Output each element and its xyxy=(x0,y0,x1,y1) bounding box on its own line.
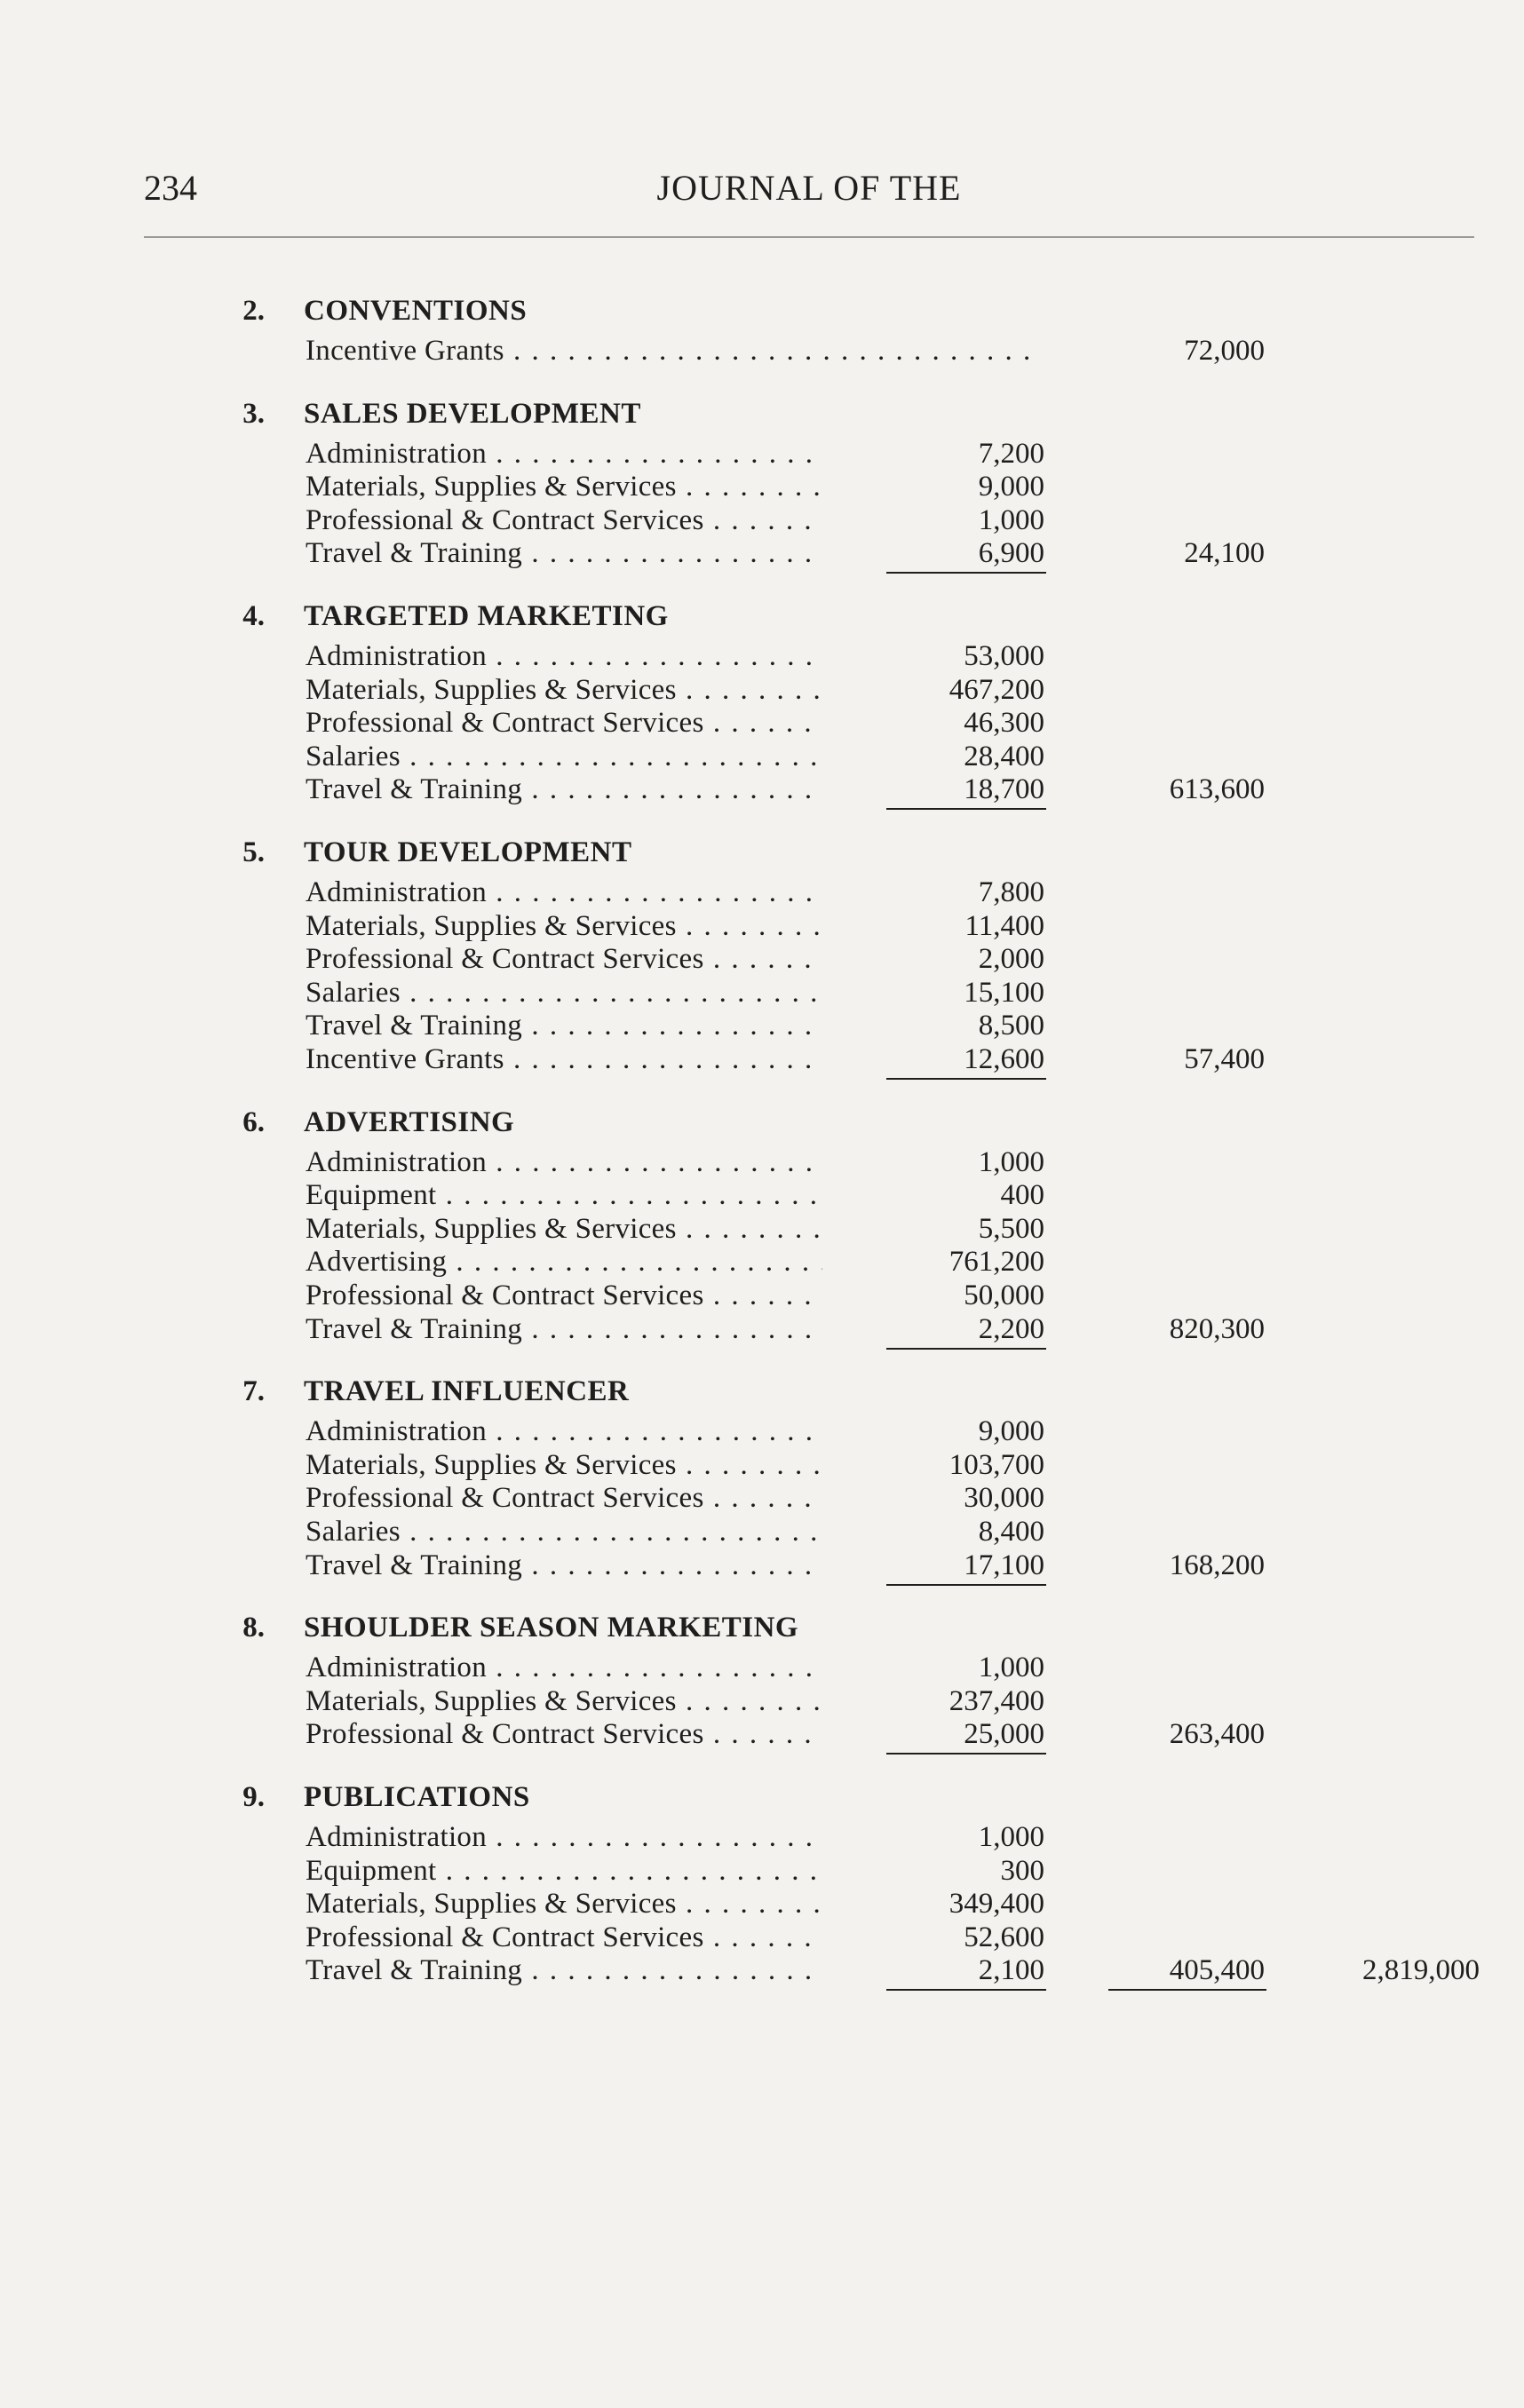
line-item-label: Administration . . . xyxy=(306,437,822,471)
line-item-label: Materials, Supplies & Services . . . xyxy=(306,1448,822,1482)
line-item xyxy=(0,639,1524,673)
line-item-label: Professional & Contract Services . . . xyxy=(306,1279,822,1312)
line-item-label: Travel & Training . . . xyxy=(306,1549,822,1582)
line-item-label: Travel & Training . . . xyxy=(306,772,822,806)
line-item xyxy=(0,1820,1524,1854)
item-underline xyxy=(886,572,1046,574)
line-item-amount: 50,000 xyxy=(964,1279,1044,1311)
line-item-amount: 53,000 xyxy=(964,640,1044,672)
line-item-label: Administration . . . xyxy=(306,1651,822,1684)
section-number: 7. xyxy=(242,1375,265,1408)
section-heading xyxy=(0,1610,1524,1645)
line-item-label: Administration . . . xyxy=(306,639,822,673)
line-item xyxy=(0,1953,1524,1987)
line-item-label: Salaries . . . xyxy=(306,976,822,1010)
section-subtotal: 72,000 xyxy=(1184,335,1265,367)
line-item xyxy=(0,1887,1524,1921)
section-number: 3. xyxy=(242,397,265,430)
line-item xyxy=(0,536,1524,570)
line-item xyxy=(0,1549,1524,1582)
section-heading xyxy=(0,1779,1524,1815)
line-item-label: Equipment . . . xyxy=(306,1178,822,1212)
item-underline xyxy=(886,1753,1046,1755)
line-item-amount: 1,000 xyxy=(978,1652,1044,1684)
line-item-amount: 7,200 xyxy=(978,437,1044,470)
line-item-amount: 12,600 xyxy=(964,1043,1044,1075)
line-item-amount: 2,000 xyxy=(978,943,1044,976)
section-subtotal: 820,300 xyxy=(1169,1312,1265,1345)
section-heading xyxy=(0,1374,1524,1409)
line-item-label: Administration . . . xyxy=(306,1145,822,1179)
line-item-amount: 6,900 xyxy=(978,537,1044,570)
line-item xyxy=(0,1212,1524,1246)
line-item-label: Professional & Contract Services . . . xyxy=(306,1921,822,1954)
line-item-amount: 400 xyxy=(1000,1179,1044,1212)
line-item xyxy=(0,909,1524,943)
line-item-amount: 1,000 xyxy=(978,1145,1044,1178)
section-heading xyxy=(0,396,1524,432)
line-item-amount: 349,400 xyxy=(949,1888,1044,1921)
section-number: 8. xyxy=(242,1612,265,1644)
grand-total: 2,819,000 xyxy=(1362,1954,1480,1987)
line-item-amount: 17,100 xyxy=(964,1549,1044,1581)
line-item xyxy=(0,437,1524,471)
line-item xyxy=(0,772,1524,806)
section-heading xyxy=(0,598,1524,634)
section-title: TARGETED MARKETING xyxy=(304,600,669,632)
line-item-amount: 7,800 xyxy=(978,876,1044,908)
line-item-label: Materials, Supplies & Services . . . xyxy=(306,470,822,503)
section-subtotal: 613,600 xyxy=(1169,773,1265,806)
line-item xyxy=(0,1684,1524,1718)
line-item-amount: 52,600 xyxy=(964,1921,1044,1953)
line-item xyxy=(0,1279,1524,1312)
line-item-amount: 1,000 xyxy=(978,1821,1044,1853)
section-title: SHOULDER SEASON MARKETING xyxy=(304,1612,799,1644)
line-item xyxy=(0,1481,1524,1515)
subtotal-underline xyxy=(1108,1989,1266,1991)
line-item xyxy=(0,1854,1524,1888)
line-item xyxy=(0,1245,1524,1279)
section-subtotal: 405,400 xyxy=(1169,1954,1265,1987)
line-item-amount: 1,000 xyxy=(978,503,1044,536)
running-title: JOURNAL OF THE xyxy=(656,168,962,208)
line-item-label: Materials, Supplies & Services . . . xyxy=(306,1684,822,1718)
line-item xyxy=(0,942,1524,976)
item-underline xyxy=(886,808,1046,810)
line-item xyxy=(0,1717,1524,1751)
section-subtotal: 168,200 xyxy=(1169,1549,1265,1581)
line-item-amount: 300 xyxy=(1000,1854,1044,1887)
line-item-label: Salaries . . . xyxy=(306,740,822,773)
line-item-amount: 25,000 xyxy=(964,1718,1044,1751)
section-subtotal: 263,400 xyxy=(1169,1718,1265,1751)
section-number: 9. xyxy=(242,1781,265,1813)
line-item-amount: 15,100 xyxy=(964,976,1044,1009)
item-underline xyxy=(886,1584,1046,1586)
line-item xyxy=(0,706,1524,740)
line-item-amount: 2,100 xyxy=(978,1954,1044,1987)
line-item-label: Professional & Contract Services . . . xyxy=(306,706,822,740)
line-item xyxy=(0,503,1524,537)
line-item-amount: 8,500 xyxy=(978,1010,1044,1042)
line-item-amount: 5,500 xyxy=(978,1212,1044,1245)
line-item-label: Materials, Supplies & Services . . . xyxy=(306,1887,822,1921)
line-item-amount: 237,400 xyxy=(949,1684,1044,1717)
section-title: SALES DEVELOPMENT xyxy=(304,397,641,430)
section-number: 2. xyxy=(242,295,265,327)
line-item-label: Professional & Contract Services . . . xyxy=(306,1481,822,1515)
line-item-label: Administration . . . xyxy=(306,875,822,909)
line-item-label: Travel & Training . . . xyxy=(306,1953,822,1987)
section-heading xyxy=(0,835,1524,870)
section-subtotal: 57,400 xyxy=(1184,1043,1265,1075)
line-item-label: Equipment . . . xyxy=(306,1854,822,1888)
line-item-label: Materials, Supplies & Services . . . xyxy=(306,673,822,707)
section-title: TRAVEL INFLUENCER xyxy=(304,1375,630,1408)
line-item-amount: 467,200 xyxy=(949,673,1044,706)
item-underline xyxy=(886,1078,1046,1080)
item-underline xyxy=(886,1989,1046,1991)
line-item-label: Professional & Contract Services . . . xyxy=(306,942,822,976)
section-heading xyxy=(0,1105,1524,1140)
line-item xyxy=(0,470,1524,503)
line-item-label: Materials, Supplies & Services . . . xyxy=(306,909,822,943)
page-number: 234 xyxy=(144,168,197,208)
line-item xyxy=(0,334,1524,368)
line-item xyxy=(0,976,1524,1010)
line-item-amount: 103,700 xyxy=(949,1448,1044,1481)
item-underline xyxy=(886,1348,1046,1350)
line-item-amount: 8,400 xyxy=(978,1516,1044,1548)
line-item xyxy=(0,740,1524,773)
line-item-label: Materials, Supplies & Services . . . xyxy=(306,1212,822,1246)
line-item-label: Advertising . . . xyxy=(306,1245,822,1279)
line-item xyxy=(0,1651,1524,1684)
line-item xyxy=(0,1009,1524,1042)
section-title: CONVENTIONS xyxy=(304,295,528,327)
line-item xyxy=(0,1042,1524,1076)
line-item-label: Travel & Training . . . xyxy=(306,536,822,570)
line-item xyxy=(0,673,1524,707)
line-item-label: Administration . . . xyxy=(306,1414,822,1448)
section-title: TOUR DEVELOPMENT xyxy=(304,836,632,868)
line-item-label: Administration . . . xyxy=(306,1820,822,1854)
line-item-amount: 46,300 xyxy=(964,707,1044,740)
line-item-label: Travel & Training . . . xyxy=(306,1312,822,1346)
section-title: PUBLICATIONS xyxy=(304,1781,530,1813)
line-item-amount: 9,000 xyxy=(978,471,1044,503)
line-item-label: Professional & Contract Services . . . xyxy=(306,1717,822,1751)
line-item-amount: 2,200 xyxy=(978,1312,1044,1345)
section-number: 4. xyxy=(242,600,265,632)
line-item xyxy=(0,1145,1524,1179)
line-item-amount: 28,400 xyxy=(964,740,1044,772)
line-item-amount: 30,000 xyxy=(964,1482,1044,1515)
section-subtotal: 24,100 xyxy=(1184,537,1265,570)
section-number: 6. xyxy=(242,1105,265,1138)
line-item xyxy=(0,1178,1524,1212)
line-item-label: Travel & Training . . . xyxy=(306,1009,822,1042)
section-heading xyxy=(0,293,1524,329)
line-item-label: Incentive Grants . . . xyxy=(306,334,1043,368)
line-item-amount: 9,000 xyxy=(978,1415,1044,1448)
line-item-label: Professional & Contract Services . . . xyxy=(306,503,822,537)
line-item xyxy=(0,1515,1524,1549)
line-item-label: Salaries . . . xyxy=(306,1515,822,1549)
line-item xyxy=(0,1921,1524,1954)
section-number: 5. xyxy=(242,836,265,868)
line-item xyxy=(0,1414,1524,1448)
line-item-amount: 18,700 xyxy=(964,773,1044,806)
line-item-label: Incentive Grants . . . xyxy=(306,1042,822,1076)
line-item-amount: 761,200 xyxy=(949,1246,1044,1279)
line-item xyxy=(0,1312,1524,1346)
line-item xyxy=(0,875,1524,909)
line-item-amount: 11,400 xyxy=(964,909,1044,942)
line-item xyxy=(0,1448,1524,1482)
section-title: ADVERTISING xyxy=(304,1105,515,1138)
